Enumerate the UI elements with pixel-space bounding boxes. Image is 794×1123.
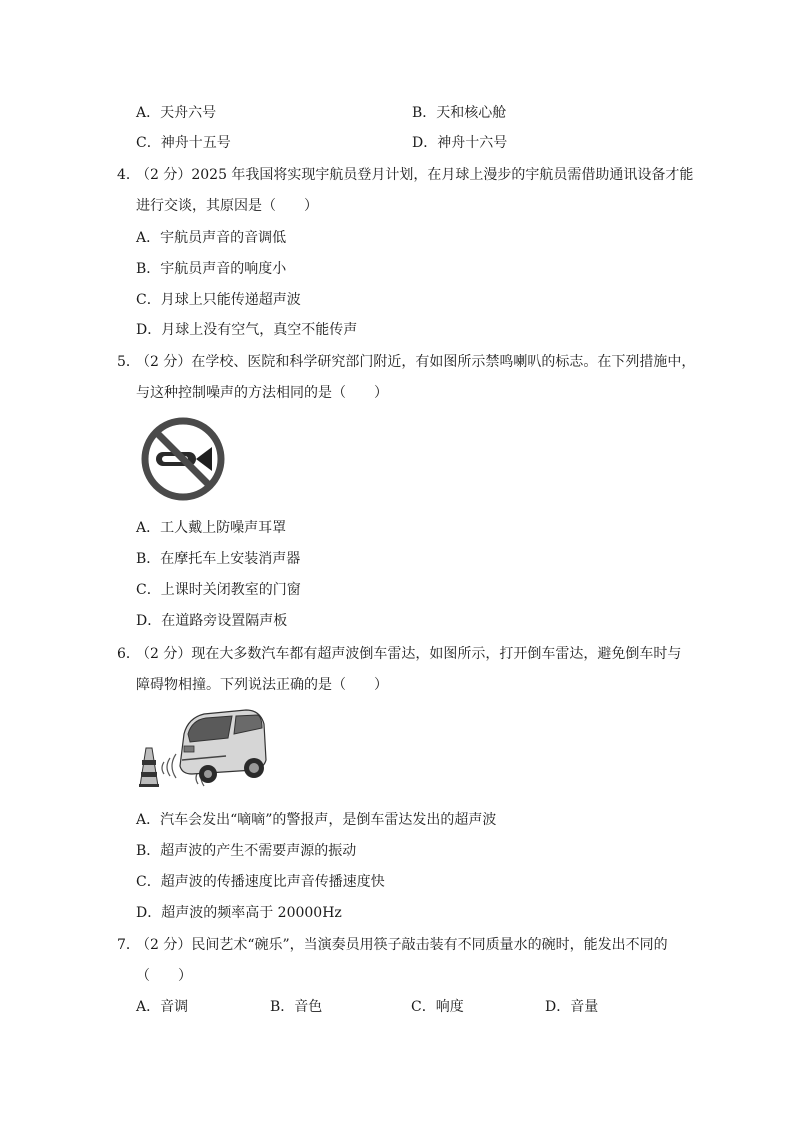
q4-stem-line-2: 进行交谈，其原因是（ ） (136, 198, 318, 214)
q3-option-a[interactable]: A．天舟六号 (136, 105, 217, 121)
q6-stem-line-2: 障碍物相撞。下列说法正确的是（ ） (136, 677, 388, 693)
q5-option-a[interactable]: A．工人戴上防噪声耳罩 (136, 520, 287, 536)
q4-number: 4． (117, 167, 140, 183)
q5-option-d[interactable]: D．在道路旁设置隔声板 (136, 613, 288, 629)
q7-stem-line-2: （ ） (136, 968, 192, 984)
q4-option-c[interactable]: C．月球上只能传递超声波 (136, 292, 301, 308)
q7-option-c[interactable]: C．响度 (411, 999, 464, 1015)
q6-option-c[interactable]: C．超声波的传播速度比声音传播速度快 (136, 874, 385, 890)
q5-stem-line-1: （2 分）在学校、医院和科学研究部门附近，有如图所示禁鸣喇叭的标志。在下列措施中， (136, 354, 696, 370)
q4-option-d[interactable]: D．月球上没有空气，真空不能传声 (136, 322, 358, 338)
q7-option-b[interactable]: B．音色 (270, 999, 323, 1015)
q7-option-d[interactable]: D．音量 (545, 999, 599, 1015)
q6-number: 6． (117, 646, 140, 662)
q4-option-a[interactable]: A．宇航员声音的音调低 (136, 230, 287, 246)
no-horn-sign-icon (140, 416, 226, 502)
q5-option-b[interactable]: B．在摩托车上安装消声器 (136, 551, 301, 567)
q4-stem-line-1: （2 分）2025 年我国将实现宇航员登月计划，在月球上漫步的宇航员需借助通讯设备才能 (136, 167, 694, 183)
q6-option-b[interactable]: B．超声波的产生不需要声源的振动 (136, 843, 357, 859)
q3-option-c[interactable]: C．神舟十五号 (136, 135, 231, 151)
q7-stem-line-1: （2 分）民间艺术“碗乐”，当演奏员用筷子敲击装有不同质量水的碗时，能发出不同的 (136, 937, 668, 953)
q7-option-a[interactable]: A．音调 (136, 999, 189, 1015)
q7-number: 7． (117, 937, 140, 953)
q4-option-b[interactable]: B．宇航员声音的响度小 (136, 261, 287, 277)
q3-option-b[interactable]: B．天和核心舱 (412, 105, 507, 121)
reversing-car-radar-illustration (136, 704, 268, 790)
q6-stem-line-1: （2 分）现在大多数汽车都有超声波倒车雷达，如图所示，打开倒车雷达，避免倒车时与 (136, 646, 682, 662)
q6-option-d[interactable]: D．超声波的频率高于 20000Hz (136, 905, 342, 921)
q3-option-d[interactable]: D．神舟十六号 (412, 135, 508, 151)
q6-option-a[interactable]: A．汽车会发出“嘀嘀”的警报声，是倒车雷达发出的超声波 (136, 812, 497, 828)
q5-stem-line-2: 与这种控制噪声的方法相同的是（ ） (136, 385, 388, 401)
q5-option-c[interactable]: C．上课时关闭教室的门窗 (136, 582, 301, 598)
q5-number: 5． (117, 354, 140, 370)
